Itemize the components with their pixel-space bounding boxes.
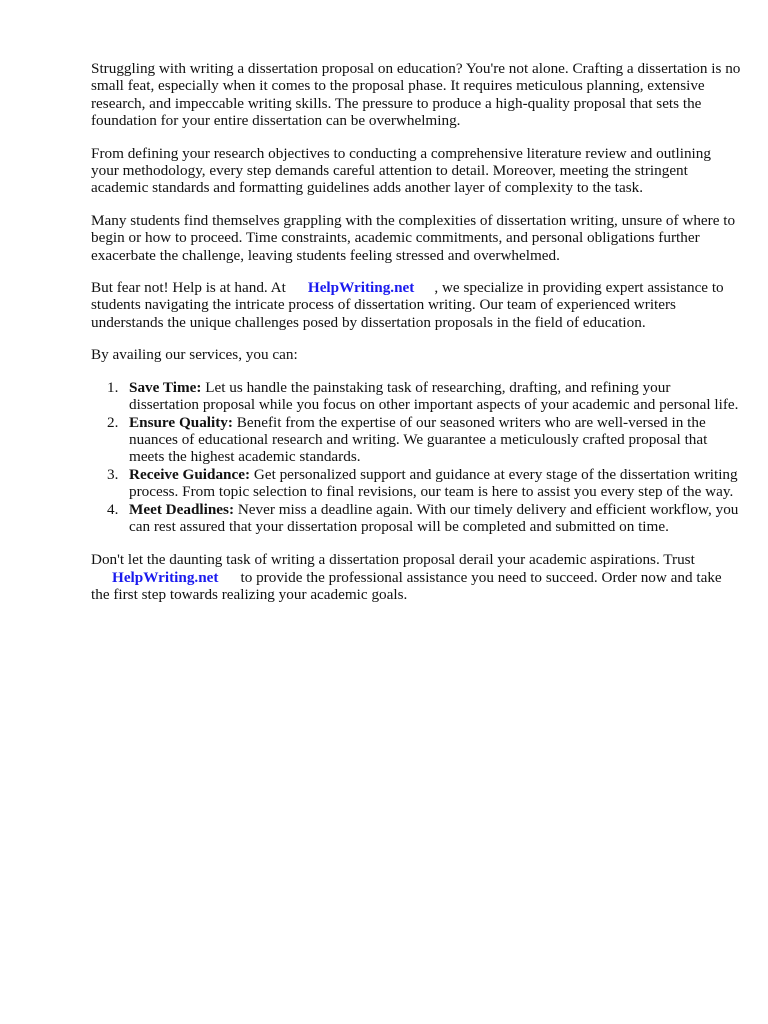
- list-item-term: Receive Guidance:: [129, 465, 251, 483]
- list-item-term: Save Time:: [129, 378, 202, 396]
- list-item: [91, 379, 741, 414]
- list-item-text: Never miss a deadline again. With our timely delivery and efficient workflow, you can rest assured that your dissertation proposal will be completed and submitted on time.: [129, 500, 739, 535]
- list-item: [91, 414, 741, 466]
- list-item-term: Meet Deadlines:: [129, 500, 235, 518]
- help-paragraph: [91, 279, 741, 331]
- list-item-number: 2.: [107, 413, 119, 431]
- intro-paragraph: Struggling with writing a dissertation proposal on education? You're not alone. Crafting a dissertation is no small feat, especially when it comes to the proposal phase. It requires meticulous planning, extensive research, and impeccable writing skills. The pressure to produce a high-quality proposal that sets the foundation for your entire dissertation can be overwhelming.: [91, 60, 741, 130]
- services-intro: By availing our services, you can:: [91, 346, 298, 364]
- list-item: [91, 466, 741, 501]
- challenges-paragraph: Many students find themselves grappling with the complexities of dissertation writing, unsure of where to begin or how to proceed. Time constraints, academic commitments, and personal obligations further exacerbate the challenge, leaving students feeling stressed and overwhelmed.: [91, 211, 736, 264]
- document-body: [91, 60, 741, 619]
- closing-rest: to provide the professional assistance you need to succeed. Order now and take the first step towards realizing your academic goals.: [91, 568, 722, 604]
- list-item-text: Get personalized support and guidance at every stage of the dissertation writing process. From topic selection to final revisions, our team is here to assist you every step of the way.: [129, 465, 738, 501]
- help-paragraph-lead: But fear not! Help is at hand. At: [91, 279, 286, 297]
- list-item-number: 4.: [107, 500, 119, 518]
- list-item-number: 3.: [107, 465, 119, 483]
- list-item-number: 1.: [107, 378, 119, 396]
- research-paragraph: From defining your research objectives to conducting a comprehensive literature review and outlining your methodology, every step demands careful attention to detail. Moreover, meeting the stringent academic standards and formatting guidelines adds another layer of complexity to the task.: [91, 144, 711, 197]
- helpwriting-link[interactable]: HelpWriting.net: [112, 568, 219, 586]
- list-item-term: Ensure Quality:: [129, 413, 233, 431]
- closing-paragraph: [91, 551, 741, 603]
- list-item: [91, 501, 741, 536]
- closing-lead: Don't let the daunting task of writing a dissertation proposal derail your academic aspirations. Trust: [91, 551, 695, 569]
- help-paragraph-rest: , we specialize in providing expert assistance to students navigating the intricate process of dissertation writing. Our team of experienced writers understands the unique challenges posed by dissertation proposals in the field of education.: [91, 279, 724, 331]
- list-item-text: Let us handle the painstaking task of researching, drafting, and refining your dissertation proposal while you focus on other important aspects of your academic and personal life.: [129, 378, 739, 414]
- list-item-text: Benefit from the expertise of our seasoned writers who are well-versed in the nuances of educational research and writing. We guarantee a meticulously crafted proposal that meets the highest academic standards.: [129, 413, 708, 466]
- helpwriting-link[interactable]: HelpWriting.net: [307, 279, 415, 297]
- services-list: [91, 379, 741, 536]
